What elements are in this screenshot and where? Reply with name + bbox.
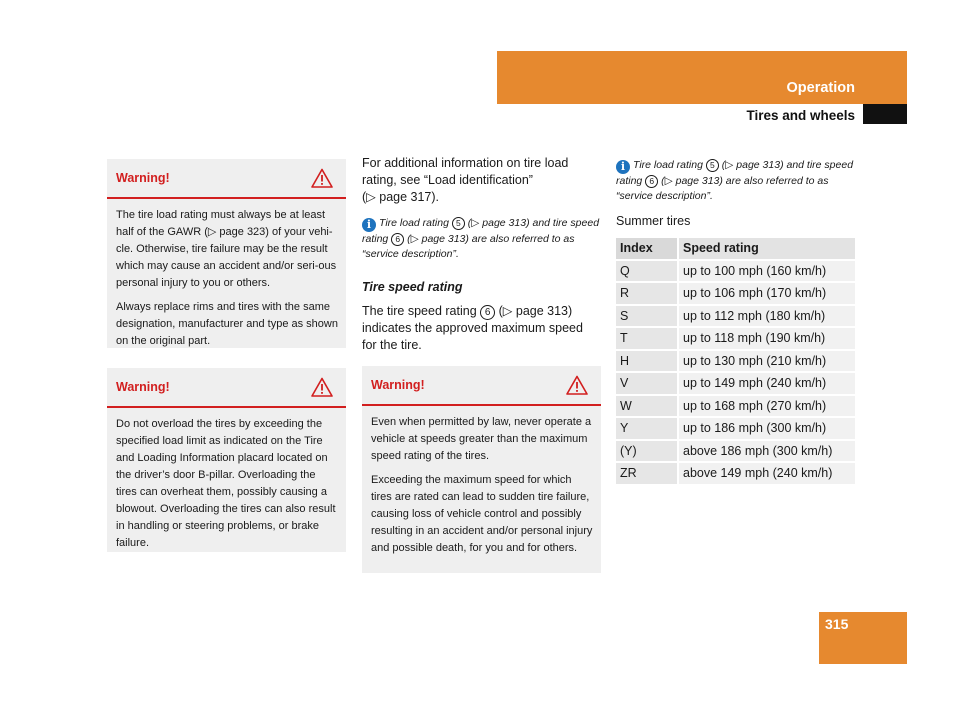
warning-triangle-icon [566, 375, 588, 395]
index-cell: W [616, 396, 677, 417]
tire-speed-text: The tire speed rating 6 (▷ page 313) indicates the approved maximum speed for the tire. [362, 304, 583, 352]
warning-body [107, 408, 346, 560]
warning-paragraph: Do not overload the tires by exceeding the specified load limit as indicated on the Tire and Loading Information placard located on the driver’s door B-pillar. Overloading the tires can overheat them, possibly causing a blowout. Overloading the tires can also result in handling or steering problems, or brake failure. [116, 418, 336, 549]
page-number: 315 [825, 616, 849, 632]
speed-cell: above 149 mph (240 km/h) [677, 463, 855, 484]
warning-body [107, 199, 346, 358]
table-row [616, 418, 855, 439]
index-cell: H [616, 351, 677, 372]
column-header-speed-rating: Speed rating [677, 238, 855, 259]
info-icon: i [616, 160, 630, 174]
table-row [616, 396, 855, 417]
index-cell: V [616, 373, 677, 394]
table-row [616, 463, 855, 484]
warning-paragraph: Always replace rims and tires with the same designation, manufacturer and type as shown on the original part. [116, 301, 338, 347]
table-row [616, 261, 855, 282]
index-cell: T [616, 328, 677, 349]
callout-number: 6 [645, 175, 658, 188]
column-header-index: Index [616, 238, 677, 259]
table-row [616, 328, 855, 349]
warning-box-overload [107, 368, 346, 552]
speed-cell: up to 118 mph (190 km/h) [677, 328, 855, 349]
warning-header [362, 366, 601, 406]
speed-rating-table [616, 236, 855, 486]
speed-cell: up to 112 mph (180 km/h) [677, 306, 855, 327]
warning-body [362, 406, 601, 565]
speed-cell: up to 106 mph (170 km/h) [677, 283, 855, 304]
speed-cell: up to 130 mph (210 km/h) [677, 351, 855, 372]
speed-cell: up to 168 mph (270 km/h) [677, 396, 855, 417]
warning-header [107, 368, 346, 408]
index-cell: Q [616, 261, 677, 282]
warning-title: Warning! [116, 380, 170, 394]
speed-cell: up to 186 mph (300 km/h) [677, 418, 855, 439]
warning-triangle-icon [311, 377, 333, 397]
table-row [616, 441, 855, 462]
page-number-box [819, 612, 907, 664]
warning-triangle-icon [311, 168, 333, 188]
index-cell: (Y) [616, 441, 677, 462]
callout-number: 5 [452, 217, 465, 230]
table-header-row [616, 238, 855, 259]
subsection-marker [863, 104, 907, 124]
info-note-middle: i Tire load rating 5 (▷ page 313) and tire speed rating 6 (▷ page 313) are also referred to as “service description”. [362, 217, 600, 260]
callout-number: 6 [480, 305, 495, 320]
table-row [616, 373, 855, 394]
warning-paragraph: The tire load rating must always be at least half of the GAWR (▷ page 323) of your vehi-cle. Otherwise, tire failure may be the result which may cause an accident and/or seri-ous personal injury to you or others. [116, 209, 337, 289]
tire-speed-heading: Tire speed rating [362, 280, 463, 294]
table-row [616, 351, 855, 372]
subsection-row [497, 104, 907, 124]
header-bar [497, 51, 907, 104]
subsection-title: Tires and wheels [746, 108, 855, 123]
index-cell: ZR [616, 463, 677, 484]
warning-title: Warning! [116, 171, 170, 185]
section-title: Operation [786, 80, 855, 96]
info-icon: i [362, 218, 376, 232]
right-column [616, 158, 856, 230]
warning-title: Warning! [371, 378, 425, 392]
callout-number: 5 [706, 159, 719, 172]
index-cell: R [616, 283, 677, 304]
index-cell: Y [616, 418, 677, 439]
warning-paragraph: Exceeding the maximum speed for which tires are rated can lead to sudden tire failure, causing loss of vehicle control and possibly resulting in an accident and/or personal injury and possible death, for you and for others. [371, 474, 593, 554]
table-row [616, 306, 855, 327]
callout-number: 6 [391, 233, 404, 246]
warning-box-load-rating [107, 159, 346, 348]
speed-cell: above 186 mph (300 km/h) [677, 441, 855, 462]
info-note-right: i Tire load rating 5 (▷ page 313) and tire speed rating 6 (▷ page 313) are also referred to as “service description”. [616, 159, 854, 202]
middle-column [362, 155, 600, 354]
speed-cell: up to 149 mph (240 km/h) [677, 373, 855, 394]
warning-paragraph: Even when permitted by law, never operate a vehicle at speeds greater than the maximum speed rating of the tires. [371, 416, 592, 462]
warning-header [107, 159, 346, 199]
speed-cell: up to 100 mph (160 km/h) [677, 261, 855, 282]
index-cell: S [616, 306, 677, 327]
table-row [616, 283, 855, 304]
warning-box-speed [362, 366, 601, 573]
load-identification-text: For additional information on tire load rating, see “Load identification” (▷ page 317). [362, 156, 569, 204]
summer-tires-label: Summer tires [616, 214, 691, 228]
